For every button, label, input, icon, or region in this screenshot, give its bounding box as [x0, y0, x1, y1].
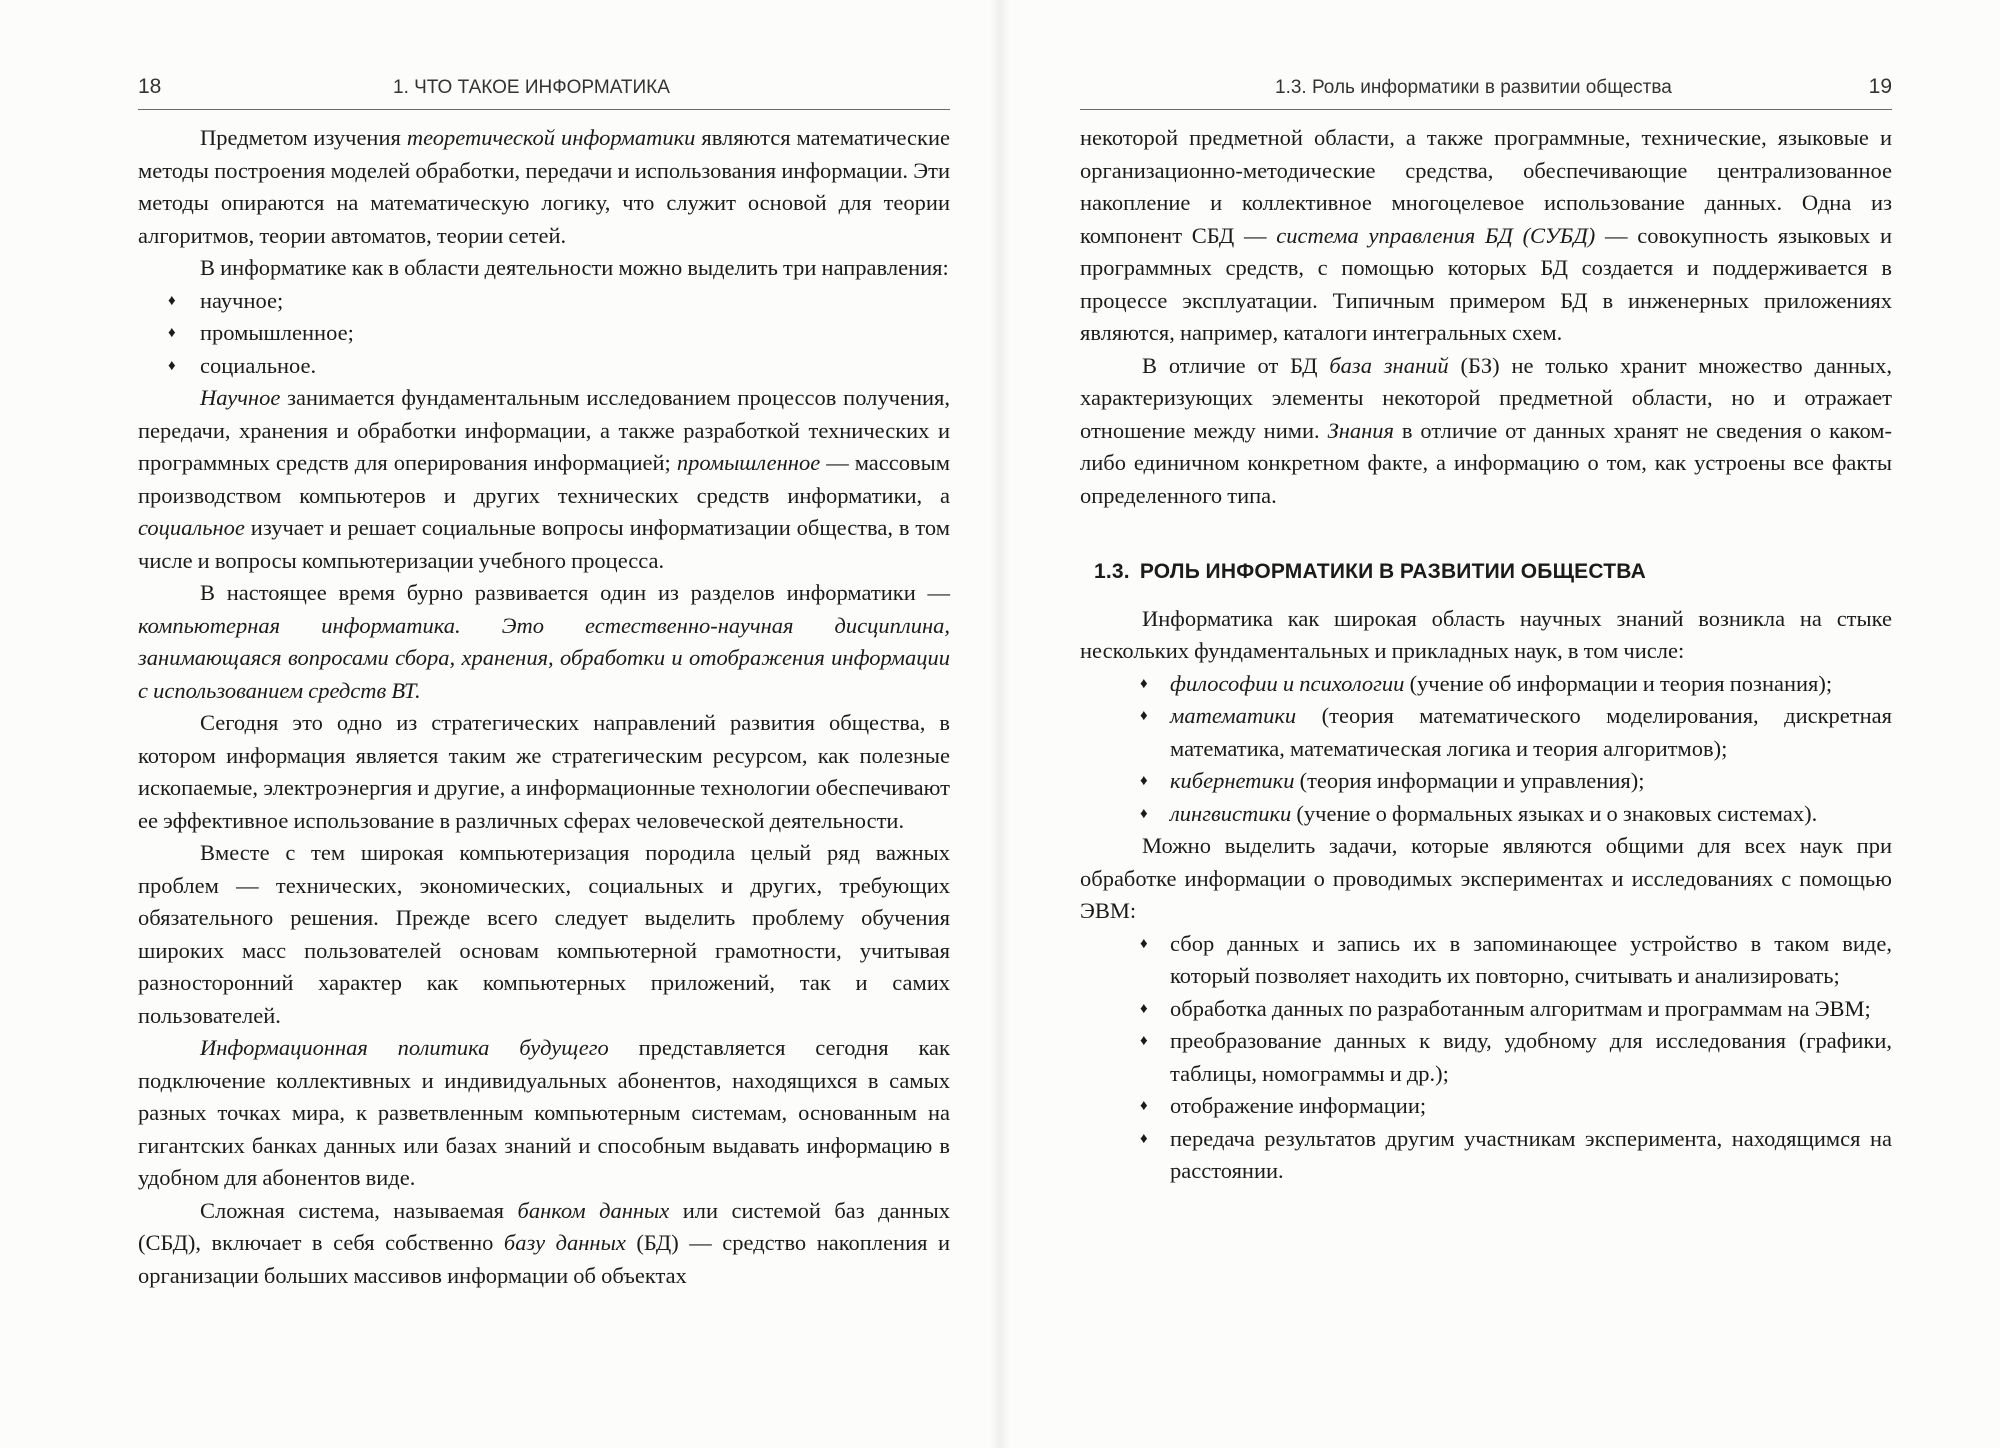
bullet-icon: ♦	[168, 325, 176, 341]
page-number-left: 18	[138, 75, 162, 98]
running-head-left: 1. ЧТО ТАКОЕ ИНФОРМАТИКА	[393, 77, 670, 98]
paragraph: В информатике как в области деятельности можно выделить три направления:	[200, 255, 949, 280]
list-item: ♦ преобразование данных к виду, удобному для исследования (графики, таблицы, номограммы и др.);	[1080, 1025, 1892, 1090]
list-item: ♦ социальное.	[138, 350, 950, 383]
sciences-list	[1080, 668, 1892, 831]
paragraph: Информатика как широкая область научных знаний возникла на стыке нескольких фундаментальных и прикладных наук, в том числе:	[1080, 605, 1892, 663]
list-item: ♦ сбор данных и запись их в запоминающее устройство в таком виде, который позволяет находить их повторно, считывать и анализировать;	[1080, 928, 1892, 993]
list-item: ♦ передача результатов другим участникам эксперимента, находящимся на расстоянии.	[1080, 1123, 1892, 1188]
list-item: ♦ отображение информации;	[1080, 1090, 1892, 1123]
bullet-icon: ♦	[1140, 675, 1148, 692]
list-item: ♦ математики (теория математического моделирования, дискретная математика, математическая логика и теория алгоритмов);	[1080, 700, 1892, 765]
list-item: ♦ обработка данных по разработанным алгоритмам и программам на ЭВМ;	[1080, 993, 1892, 1026]
bullet-icon: ♦	[1140, 805, 1148, 822]
right-page	[1000, 0, 2000, 1448]
right-header	[1080, 75, 1892, 110]
paragraph: Вместе с тем широкая компьютеризация породила целый ряд важных проблем — технических, экономических, социальных и других, требующих обязательного решения. Прежде всего следует выделить проблему обучения широких масс пользователей основам компьютерной грамотности, учитывая разносторонний характер как компьютерных приложений, так и самих пользователей.	[138, 840, 950, 1028]
paragraph: Научное занимается фундаментальным исследованием процессов получения, передачи, хранения и обработки информации, а также разработкой технических и программных средств для оперирования информацией; промышленное — массовым производством компьютеров и других технических средств информатики, а социальное изучает и решает социальные вопросы информатизации общества, в том числе и вопросы компьютеризации учебного процесса.	[138, 385, 950, 573]
bullet-icon: ♦	[168, 292, 176, 309]
bullet-icon: ♦	[1140, 1033, 1148, 1049]
paragraph: В настоящее время бурно развивается один из разделов информатики — компьютерная информатика. Это естественно-научная дисциплина, занимающаяся вопросами сбора, хранения, обработки и отображения информации с использованием средств ВТ.	[138, 580, 950, 703]
list-item: ♦ философии и психологии (учение об информации и теория познания);	[1080, 668, 1892, 701]
bullet-icon: ♦	[1140, 1130, 1148, 1147]
list-item: ♦ лингвистики (учение о формальных языках и о знаковых системах).	[1080, 798, 1892, 831]
paragraph: Можно выделить задачи, которые являются общими для всех наук при обработке информации о проводимых экспериментах и исследованиях с помощью ЭВМ:	[1080, 833, 1892, 923]
bullet-icon: ♦	[1140, 1000, 1148, 1017]
right-body	[1080, 122, 1892, 1188]
bullet-icon: ♦	[1140, 773, 1148, 789]
running-head-right: 1.3. Роль информатики в развитии общества	[1275, 77, 1672, 98]
left-header	[138, 75, 950, 110]
bullet-icon: ♦	[1140, 935, 1148, 952]
bullet-icon: ♦	[1140, 708, 1148, 724]
page-number-right: 19	[1868, 75, 1892, 98]
tasks-list	[1080, 928, 1892, 1188]
paragraph: Предметом изучения теоретической информатики являются математические методы построения моделей обработки, передачи и использования информации. Эти методы опираются на математическую логику, что служит основой для теории алгоритмов, теории автоматов, теории сетей.	[138, 125, 950, 248]
list-item: ♦ кибернетики (теория информации и управления);	[1080, 765, 1892, 798]
bullet-icon: ♦	[1140, 1098, 1148, 1114]
paragraph: Сегодня это одно из стратегических направлений развития общества, в котором информация является таким же стратегическим ресурсом, как полезные ископаемые, электроэнергия и другие, а информационные технологии обеспечивают ее эффективное использование в различных сферах человеческой деятельности.	[138, 710, 950, 833]
section-heading: 1.3. РОЛЬ ИНФОРМАТИКИ В РАЗВИТИИ ОБЩЕСТВА	[1094, 560, 1646, 583]
list-item: ♦ промышленное;	[138, 317, 950, 350]
paragraph: Информационная политика будущего представляется сегодня как подключение коллективных и индивидуальных абонентов, находящихся в самых разных точках мира, к разветвленным компьютерным системам, основанным на гигантских банках данных или базах знаний и способным выдавать информацию в удобном для абонентов виде.	[138, 1035, 950, 1190]
bullet-icon: ♦	[168, 357, 176, 374]
paragraph: некоторой предметной области, а также программные, технические, языковые и организационно-методические средства, обеспечивающие централизованное накопление и коллективное многоцелевое использование данных. Одна из компонент СБД — система управления БД (СУБД) — совокупность языковых и программных средств, с помощью которых БД создается и поддерживается в процессе эксплуатации. Типичным примером БД в инженерных приложениях являются, например, каталоги интегральных схем.	[1080, 125, 1892, 345]
paragraph: Сложная система, называемая банком данных или системой баз данных (СБД), включает в себя собственно базу данных (БД) — средство накопления и организации больших массивов информации об объектах	[138, 1197, 951, 1288]
directions-list	[138, 285, 950, 383]
paragraph: В отличие от БД база знаний (БЗ) не только хранит множество данных, характеризующих элементы некоторой предметной области, но и отражает отношение между ними. Знания в отличие от данных хранят не сведения о каком-либо единичном конкретном факте, а информацию о том, как устроены все факты определенного типа.	[1080, 352, 1893, 508]
list-item: ♦ научное;	[138, 285, 950, 318]
left-body	[138, 122, 950, 1292]
